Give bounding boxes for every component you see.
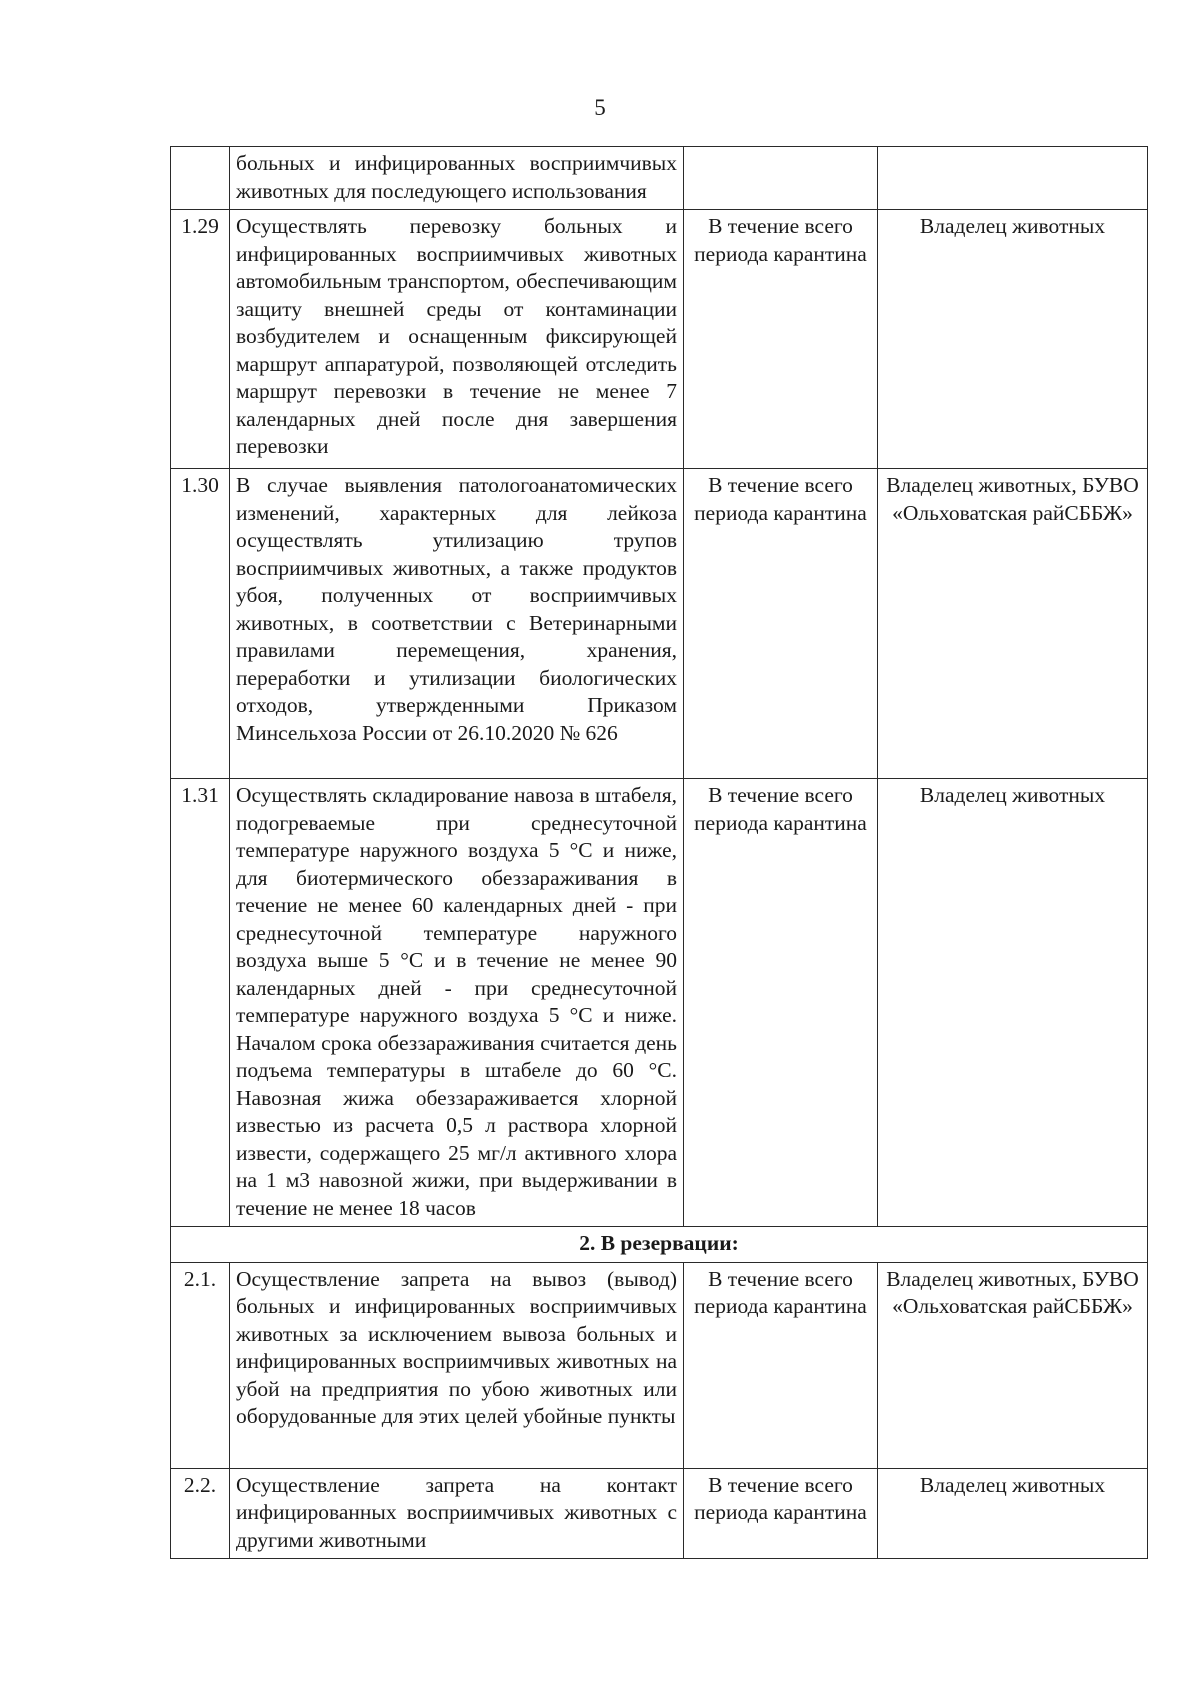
section-row (171, 1227, 1148, 1263)
table-row-continuation (171, 147, 1148, 210)
row-number: 1.30 (171, 469, 230, 779)
measure-text: больных и инфицированных восприимчивых животных для последующего использования (230, 147, 684, 210)
row-number: 2.1. (171, 1262, 230, 1468)
period-cell: В течение всего периода карантина (684, 210, 878, 469)
row-number: 1.29 (171, 210, 230, 469)
responsible-cell: Владелец животных (878, 210, 1148, 469)
period-cell: В течение всего периода карантина (684, 469, 878, 779)
table-row (171, 1468, 1148, 1559)
table-row (171, 1262, 1148, 1468)
responsible-cell (878, 147, 1148, 210)
period-cell: В течение всего периода карантина (684, 779, 878, 1227)
measure-text: Осуществлять складирование навоза в штабеля, подогреваемые при среднесуточной температуре наружного воздуха 5 °С и ниже, для биотермического обеззараживания в течение не менее 60 календарных дней - при среднесуточной температуре наружного воздуха выше 5 °С и в течение не менее 90 календарных дней - при среднесуточной температуре наружного воздуха 5 °С и ниже. Началом срока обеззараживания считается день подъема температуры в штабеле до 60 °С. Навозная жижа обеззараживается хлорной известью из расчета 0,5 л раствора хлорной извести, содержащего 25 мг/л активного хлора на 1 м3 навозной жижи, при выдерживании в течение не менее 18 часов (230, 779, 684, 1227)
row-number (171, 147, 230, 210)
section-title: 2. В резервации: (171, 1227, 1148, 1263)
responsible-cell: Владелец животных (878, 1468, 1148, 1559)
responsible-cell: Владелец животных (878, 779, 1148, 1227)
measure-text: Осуществлять перевозку больных и инфицированных восприимчивых животных автомобильным транспортом, обеспечивающим защиту внешней среды от контаминации возбудителем и оснащенным фиксирующей маршрут аппаратурой, позволяющей отследить маршрут перевозки в течение не менее 7 календарных дней после дня завершения перевозки (230, 210, 684, 469)
measure-text: Осуществление запрета на вывоз (вывод) больных и инфицированных восприимчивых животных за исключением вывоза больных и инфицированных восприимчивых животных на убой на предприятия по убою животных или оборудованные для этих целей убойные пункты (230, 1262, 684, 1468)
period-cell: В течение всего периода карантина (684, 1262, 878, 1468)
measure-text: Осуществление запрета на контакт инфицированных восприимчивых животных с другими животными (230, 1468, 684, 1559)
responsible-cell: Владелец животных, БУВО «Ольховатская райСББЖ» (878, 1262, 1148, 1468)
period-cell (684, 147, 878, 210)
measure-text: В случае выявления патологоанатомических изменений, характерных для лейкоза осуществлять утилизацию трупов восприимчивых животных, а также продуктов убоя, полученных от восприимчивых животных, в соответствии с Ветеринарными правилами перемещения, хранения, переработки и утилизации биологических отходов, утвержденными Приказом Минсельхоза России от 26.10.2020 № 626 (230, 469, 684, 779)
responsible-cell: Владелец животных, БУВО «Ольховатская райСББЖ» (878, 469, 1148, 779)
period-cell: В течение всего периода карантина (684, 1468, 878, 1559)
table-row (171, 779, 1148, 1227)
table-row (171, 469, 1148, 779)
row-number: 2.2. (171, 1468, 230, 1559)
row-number: 1.31 (171, 779, 230, 1227)
page-number: 5 (594, 95, 606, 120)
table-row (171, 210, 1148, 469)
measures-table (170, 146, 1148, 1559)
